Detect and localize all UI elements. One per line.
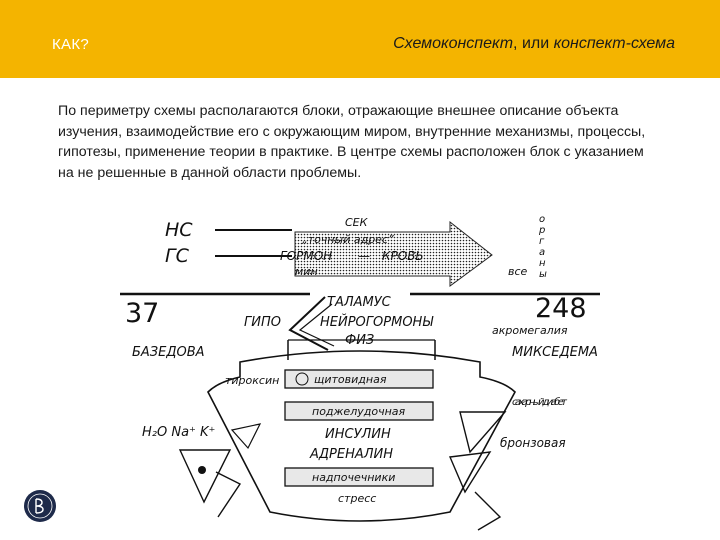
organy-letter: о bbox=[539, 214, 546, 225]
label-ions: H₂O Na⁺ K⁺ bbox=[142, 425, 216, 440]
number-248: 248 bbox=[535, 293, 587, 324]
label-min: мин bbox=[295, 265, 318, 278]
label-neirogormony: НЕЙРОГОРМОНЫ bbox=[320, 315, 433, 330]
label-ns: НС bbox=[165, 219, 193, 241]
label-miksedema: МИКСЕДЕМА bbox=[512, 345, 598, 360]
section-label: КАК? bbox=[52, 36, 90, 53]
label-sek: СЕК bbox=[345, 216, 368, 229]
label-bronzovaya: бронзовая bbox=[500, 436, 566, 450]
label-dash: — bbox=[358, 249, 370, 263]
label-tiroksin: тироксин bbox=[225, 374, 280, 387]
label-akromegaliya: акромегалия bbox=[492, 324, 568, 337]
label-bazedova: БАЗЕДОВА bbox=[132, 345, 205, 360]
right-tail bbox=[475, 492, 500, 530]
ion-dot bbox=[198, 466, 206, 474]
left-triangle bbox=[232, 424, 260, 448]
label-podzheludochnaya: поджелудочная bbox=[312, 405, 406, 418]
title-part-2: , или bbox=[513, 35, 554, 52]
organy-letter: н bbox=[539, 258, 546, 269]
label-tochny-adres: „точный адрес” bbox=[302, 233, 394, 246]
number-37: 37 bbox=[125, 298, 160, 329]
label-adrenalin: АДРЕНАЛИН bbox=[310, 447, 394, 462]
label-fiz: ФИЗ bbox=[345, 333, 375, 348]
organy-letter: ы bbox=[539, 269, 547, 280]
hormone-scheme-diagram bbox=[120, 212, 600, 538]
left-tail bbox=[216, 472, 240, 517]
title-part-1: Схемоконспект bbox=[393, 35, 514, 52]
label-gipo: ГИПО bbox=[244, 315, 281, 330]
label-talamus: ТАЛАМУС bbox=[327, 295, 391, 310]
label-nadpochechniki: надпочечники bbox=[312, 471, 396, 484]
label-krov: КРОВЬ bbox=[382, 249, 424, 263]
organy-letter: а bbox=[539, 247, 546, 258]
university-logo bbox=[22, 488, 58, 524]
label-gormon: ГОРМОН bbox=[280, 249, 333, 263]
label-vse: все bbox=[508, 265, 528, 278]
organy-letter: г bbox=[539, 236, 545, 247]
organy-letter: р bbox=[539, 225, 546, 236]
label-insulin: ИНСУЛИН bbox=[325, 427, 391, 442]
slide-title bbox=[393, 35, 675, 53]
body-paragraph: По периметру схемы располагаются блоки, отражающие внешнее описание объекта изучения, взаимодействие его с окружающим миром, внутренние механизмы, процессы, гипотезы, применение теории в практике. В центре схемы расположен блок с указанием на не решенные в данной области проблемы. bbox=[58, 103, 646, 181]
diabetes-arrow bbox=[460, 412, 505, 452]
title-part-3: конспект-схема bbox=[553, 35, 675, 52]
label-sakharny-diabet: сахарный диабет bbox=[512, 397, 567, 408]
label-gs: ГС bbox=[165, 245, 189, 267]
bronze-arrow bbox=[450, 452, 490, 492]
label-stress: стресс bbox=[338, 492, 377, 505]
label-schitovidnaya: щитовидная bbox=[314, 373, 387, 386]
